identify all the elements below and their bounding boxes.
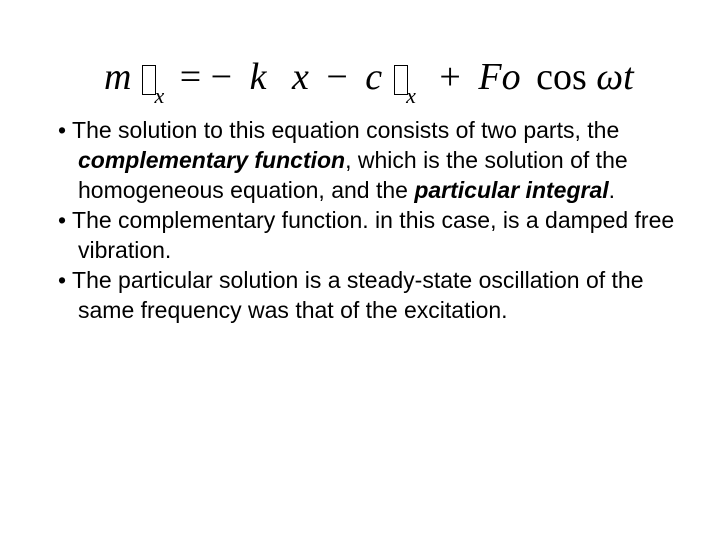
eq-k: k bbox=[249, 56, 267, 98]
bullet-marker: • bbox=[58, 267, 67, 293]
bullet-text: . bbox=[608, 177, 616, 203]
eq-minus: − bbox=[326, 56, 348, 98]
bullet-item-complementary bbox=[58, 205, 678, 265]
eq-x-dot: x bbox=[406, 83, 416, 108]
term-particular-integral: particular integral bbox=[414, 177, 609, 203]
bullet-text: The particular solution is a steady-state oscillation of the same frequency was that of the excitation. bbox=[66, 267, 644, 323]
eq-x-double-dot: x bbox=[154, 83, 165, 108]
bullet-item-particular bbox=[58, 265, 678, 325]
term-complementary-function: complementary function bbox=[78, 147, 346, 173]
bullet-item-solution bbox=[58, 115, 678, 205]
eq-c: c bbox=[365, 56, 383, 98]
bullet-text: The complementary function. in this case, is a damped free vibration. bbox=[66, 207, 675, 263]
eq-omega-t: ωt bbox=[596, 56, 634, 98]
equation bbox=[104, 52, 634, 108]
eq-equals: = − bbox=[179, 56, 233, 98]
bullet-marker: • bbox=[58, 117, 67, 143]
bullet-text: , which is the solution of the homogeneous equation, and the bbox=[78, 147, 628, 203]
bullet-text: The solution to this equation consists of two parts, the bbox=[66, 117, 620, 143]
eq-plus: + bbox=[439, 56, 461, 98]
eq-cos: cos bbox=[536, 56, 587, 98]
eq-Fo: Fo bbox=[478, 56, 521, 98]
eq-m: m bbox=[104, 56, 132, 98]
bullet-marker: • bbox=[58, 207, 67, 233]
bullet-list bbox=[58, 115, 678, 325]
eq-x: x bbox=[291, 56, 309, 98]
